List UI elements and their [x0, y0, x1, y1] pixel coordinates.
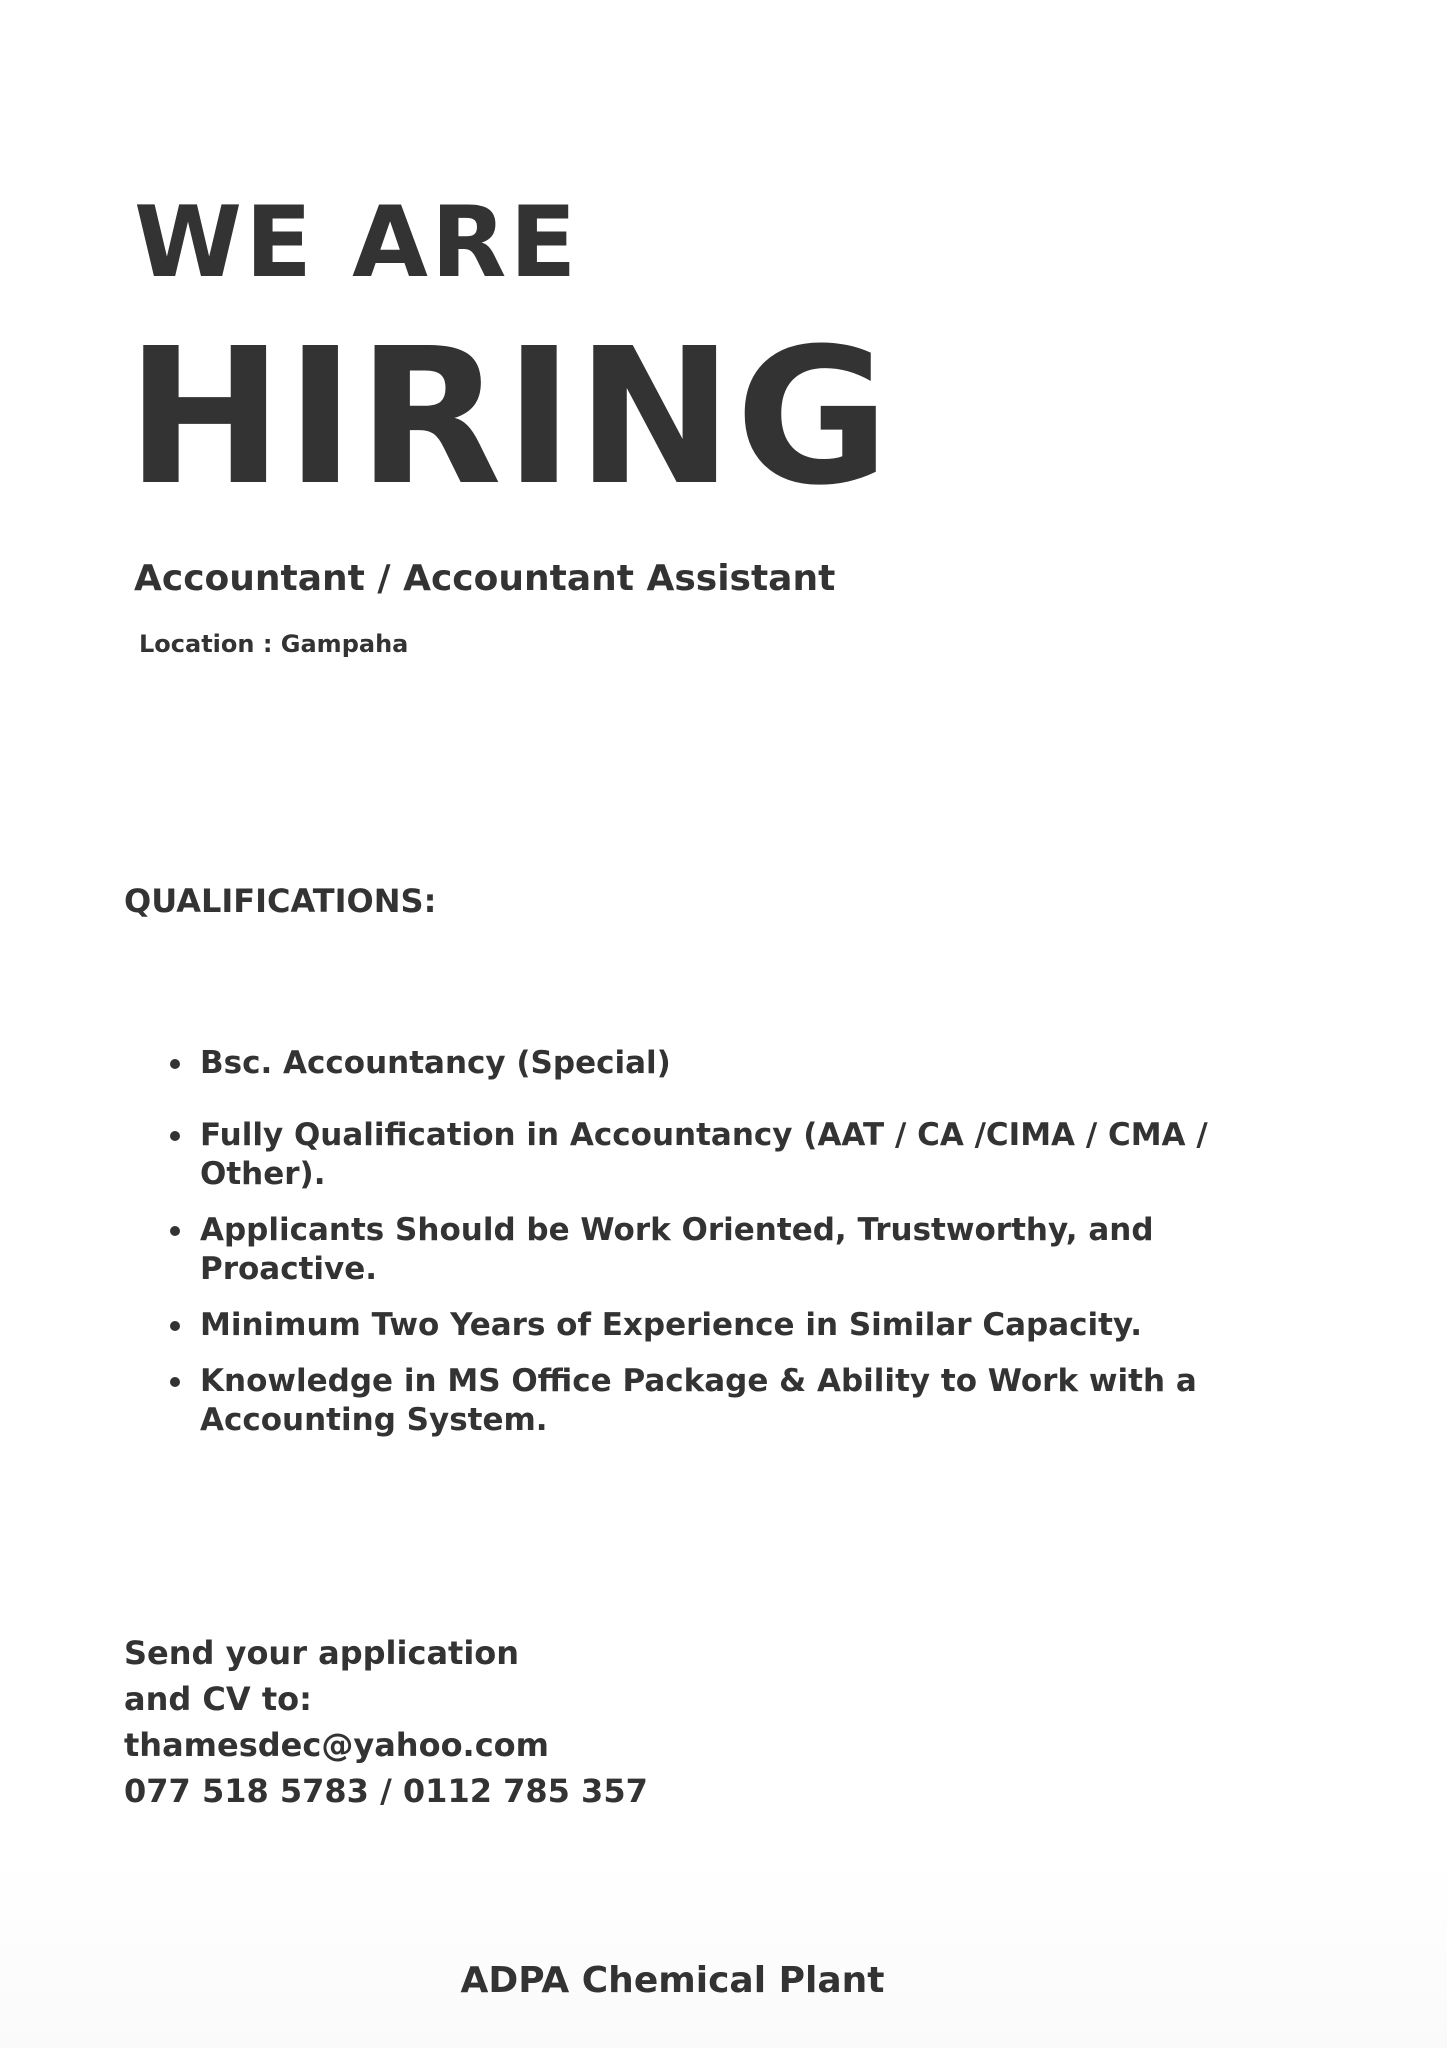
job-location: Location : Gampaha: [139, 630, 409, 658]
qualification-item: [166, 1116, 1210, 1194]
qualification-item: [166, 1362, 1370, 1440]
company-name: ADPA Chemical Plant: [460, 1960, 885, 2001]
bullet-icon: [170, 1226, 180, 1236]
headline-we-are: WE ARE: [134, 186, 580, 300]
qualification-text: Applicants Should be Work Oriented, Trustworthy, and Proactive.: [200, 1212, 1154, 1287]
job-title: Accountant / Accountant Assistant: [134, 558, 836, 599]
contact-line-2: and CV to:: [124, 1680, 312, 1718]
qualification-item: [166, 1306, 1366, 1345]
qualification-text: Bsc. Accountancy (Special): [200, 1045, 671, 1081]
headline-hiring: HIRING: [126, 308, 892, 527]
contact-line-1: Send your application: [124, 1634, 520, 1672]
bullet-icon: [170, 1321, 180, 1331]
qualifications-list: [166, 1044, 1366, 1457]
qualification-item: [166, 1211, 1180, 1289]
bullet-icon: [170, 1131, 180, 1141]
qualification-text: Minimum Two Years of Experience in Similar Capacity.: [200, 1307, 1143, 1343]
qualification-item: [166, 1044, 1366, 1083]
contact-email[interactable]: thamesdec@yahoo.com: [124, 1726, 549, 1764]
qualification-text: Fully Qualification in Accountancy (AAT / CA /CIMA / CMA / Other).: [200, 1117, 1208, 1192]
qualifications-heading: QUALIFICATIONS:: [124, 882, 437, 920]
company-footer: [0, 1958, 1447, 2004]
bullet-icon: [170, 1059, 180, 1069]
contact-block: [124, 1630, 648, 1814]
bullet-icon: [170, 1377, 180, 1387]
contact-phones[interactable]: 077 518 5783 / 0112 785 357: [124, 1772, 648, 1810]
qualification-text: Knowledge in MS Office Package & Ability to Work with a Accounting System.: [200, 1363, 1197, 1438]
